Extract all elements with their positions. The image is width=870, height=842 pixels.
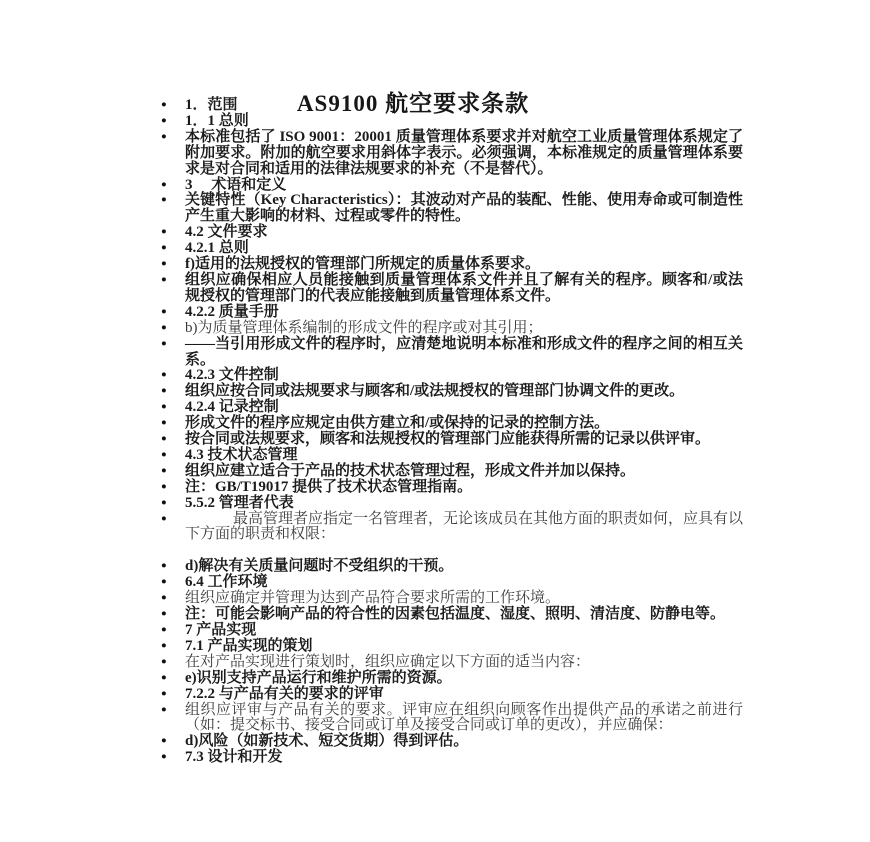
bullet-icon: ● — [161, 402, 167, 413]
list-item-text: ——当引用形成文件的程序时，应清楚地说明本标准和形成文件的程序之间的相互关系。 — [185, 335, 743, 368]
list-item-text: 在对产品实现进行策划时，组织应确定以下方面的适当内容： — [185, 653, 591, 670]
list-item — [161, 750, 743, 766]
bullet-icon: ● — [161, 259, 167, 270]
list-item — [161, 241, 743, 257]
list-item-text: 形成文件的程序应规定由供方建立和/或保持的记录的控制方法。 — [185, 415, 610, 432]
list-item — [161, 257, 743, 273]
list-item — [161, 273, 743, 305]
bullet-icon: ● — [161, 752, 167, 763]
list-item — [161, 575, 743, 591]
list-item-text: 组织应确定并管理为达到产品符合要求所需的工作环境。 — [185, 590, 561, 607]
list-item — [161, 432, 743, 448]
list-item-text: 注：GB/T19017 提供了技术状态管理指南。 — [185, 478, 473, 495]
bullet-icon: ● — [161, 100, 167, 110]
list-item-text: 5.5.2 管理者代表 — [185, 494, 294, 511]
bullet-icon: ● — [161, 243, 167, 254]
bullet-icon: ● — [161, 656, 167, 667]
bullet-icon: ● — [161, 736, 167, 747]
list-item-text: f)适用的法规授权的管理部门所规定的质量体系要求。 — [185, 256, 540, 273]
list-item — [161, 591, 743, 607]
list-item-text: 4.3 技术状态管理 — [185, 446, 298, 463]
bullet-list — [161, 98, 743, 766]
list-item — [161, 687, 743, 703]
list-item — [161, 384, 743, 400]
list-item-text: 1．1 总则 — [185, 112, 249, 129]
list-item — [161, 559, 743, 575]
bullet-icon: ● — [161, 338, 167, 349]
list-item-text: 4.2 文件要求 — [185, 224, 268, 241]
bullet-icon: ● — [161, 131, 167, 142]
list-item — [161, 400, 743, 416]
list-item-text: 7 产品实现 — [185, 622, 257, 638]
list-item — [161, 734, 743, 750]
list-item-text: 按合同或法规要求，顾客和法规授权的管理部门应能获得所需的记录以供评审。 — [185, 431, 711, 448]
bullet-icon: ● — [161, 497, 167, 508]
list-item-text: 组织应建立适合于产品的技术状态管理过程，形成文件并加以保持。 — [185, 462, 636, 479]
list-item — [161, 98, 743, 114]
bullet-icon: ● — [161, 672, 167, 683]
bullet-icon: ● — [161, 274, 167, 285]
list-item — [161, 368, 743, 384]
bullet-icon: ● — [161, 625, 167, 635]
list-item — [161, 671, 743, 687]
list-item — [161, 225, 743, 241]
list-item-text: 7.1 产品实现的策划 — [185, 637, 313, 654]
list-item — [161, 496, 743, 512]
bullet-icon: ● — [161, 306, 167, 317]
list-item-text: 4.2.1 总则 — [185, 240, 249, 257]
list-item — [161, 480, 743, 496]
list-item-text: d)解决有关质量问题时不受组织的干预。 — [185, 558, 454, 575]
list-item-text: 6.4 工作环境 — [185, 574, 268, 591]
bullet-icon: ● — [161, 704, 167, 715]
list-item-text: 4.2.2 质量手册 — [185, 303, 279, 320]
bullet-icon: ● — [161, 418, 167, 429]
bullet-icon: ● — [161, 688, 167, 699]
list-item-text: 组织应确保相应人员能接触到质量管理体系文件并且了解有关的程序。顾客和/或法规授权的管理部门的代表应能接触到质量管理体系文件。 — [185, 271, 743, 304]
list-item-text: 7.2.2 与产品有关的要求的评审 — [185, 685, 384, 702]
list-item — [161, 416, 743, 432]
bullet-icon: ● — [161, 386, 167, 397]
bullet-icon: ● — [161, 179, 167, 190]
list-item-text: e)识别支持产品运行和维护所需的资源。 — [185, 669, 452, 686]
bullet-icon: ● — [161, 609, 167, 620]
list-item-text: 关键特性（Key Characteristics）：其波动对产品的装配、性能、使用寿命或可制造性产生重大影响的材料、过程或零件的特性。 — [185, 192, 743, 225]
page-title: AS9100 航空要求条款 — [296, 91, 530, 117]
list-item — [161, 130, 743, 178]
bullet-icon: ● — [161, 227, 167, 238]
list-item-text: 4.2.3 文件控制 — [185, 367, 279, 384]
list-item — [161, 639, 743, 655]
list-item-text: d)风险（如新技术、短交货期）得到评估。 — [185, 733, 469, 750]
list-item — [161, 193, 743, 225]
list-item — [161, 337, 743, 369]
bullet-icon: ● — [161, 370, 167, 381]
list-item — [161, 114, 743, 130]
list-item-text: 最高管理者应指定一名管理者，无论该成员在其他方面的职责如何，应具有以下方面的职责和权限： — [185, 510, 744, 543]
bullet-icon: ● — [161, 465, 167, 476]
bullet-icon: ● — [161, 481, 167, 492]
list-item — [161, 703, 743, 735]
list-item-text: 3 术语和定义 — [185, 176, 287, 193]
list-item-text: 4.2.4 记录控制 — [185, 399, 279, 416]
list-item — [161, 464, 743, 480]
bullet-icon: ● — [161, 195, 167, 206]
list-item — [161, 305, 743, 321]
bullet-icon: ● — [161, 593, 167, 604]
list-item — [161, 448, 743, 464]
list-item — [161, 321, 743, 337]
list-item — [161, 512, 743, 544]
bullet-icon: ● — [161, 115, 167, 126]
bullet-icon: ● — [161, 577, 167, 588]
bullet-icon: ● — [161, 640, 167, 651]
list-item-text: b)为质量管理体系编制的形成文件的程序或对其引用； — [185, 319, 543, 336]
list-item — [161, 655, 743, 671]
list-item-text: 1．范围 — [185, 97, 238, 113]
list-item-text: 7.3 设计和开发 — [185, 749, 283, 766]
bullet-icon: ● — [161, 449, 167, 460]
bullet-icon: ● — [161, 561, 167, 572]
list-item-text: 本标准包括了 ISO 9001：20001 质量管理体系要求并对航空工业质量管理体系规定了附加要求。附加的航空要求用斜体字表示。必须强调，本标准规定的质量管理体系要求是对合同和适用的法律法规要求的补充（不是替代）。 — [185, 128, 743, 177]
list-item — [161, 623, 743, 639]
list-item-text: 注：可能会影响产品的符合性的因素包括温度、湿度、照明、清洁度、防静电等。 — [185, 606, 726, 623]
list-item — [161, 607, 743, 623]
bullet-icon: ● — [161, 322, 167, 333]
list-item-text: 组织应评审与产品有关的要求。评审应在组织向顾客作出提供产品的承诺之前进行（如：提交标书、接受合同或订单及接受合同或订单的更改），并应确保： — [185, 701, 743, 734]
bullet-icon: ● — [161, 513, 167, 524]
bullet-icon: ● — [161, 434, 167, 445]
list-item-text: 组织应按合同或法规要求与顾客和/或法规授权的管理部门协调文件的更改。 — [185, 383, 685, 400]
